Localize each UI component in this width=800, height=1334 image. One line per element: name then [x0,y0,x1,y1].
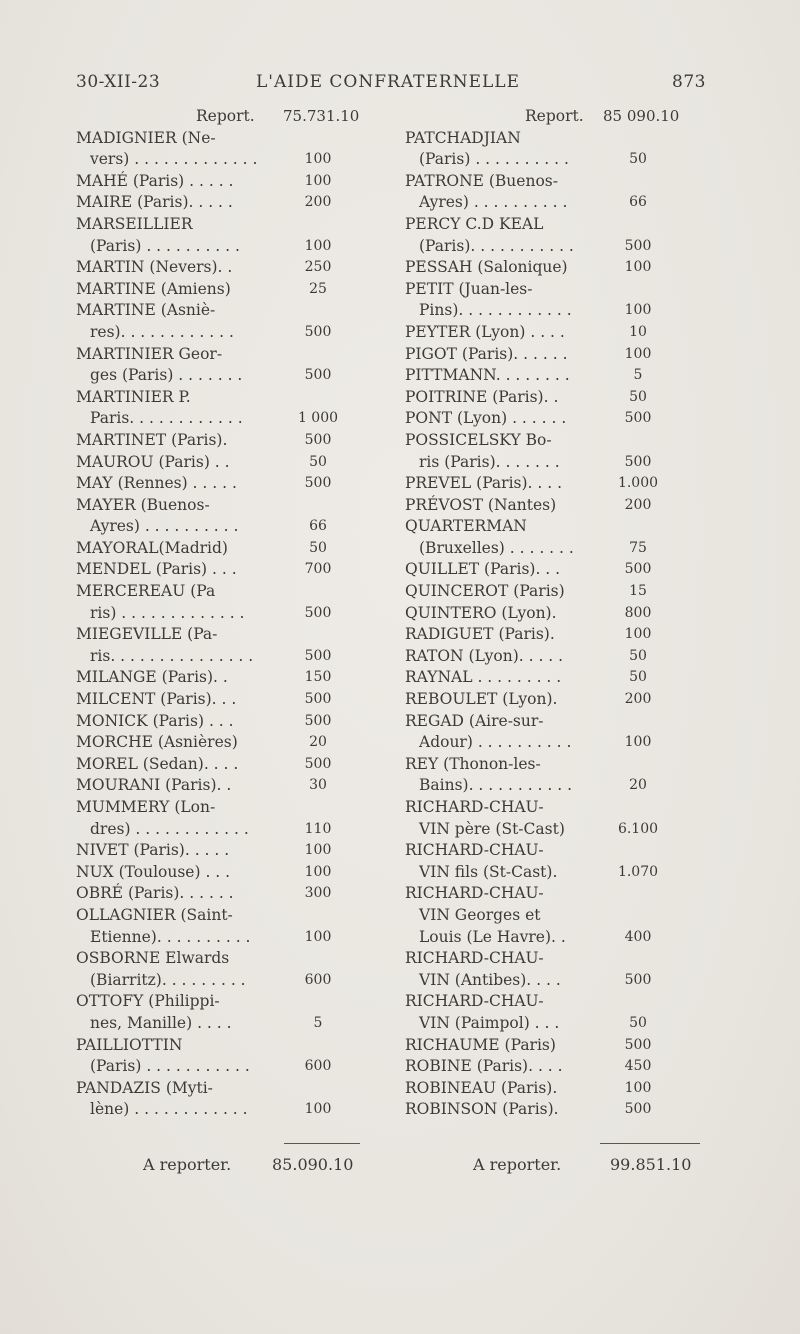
subscription-amount: 500 [624,1036,652,1053]
subscription-row [405,905,715,927]
subscriber-name: MARTIN (Nevers). . [76,258,233,277]
subscription-row [405,797,715,819]
subscription-amount: 1.070 [617,863,659,880]
subscriber-name: (Paris) . . . . . . . . . . [90,236,240,255]
subscriber-name: OBRÉ (Paris). . . . . . [76,884,234,903]
subscription-row [405,754,715,776]
subscription-amount: 100 [624,734,652,751]
subscription-row [76,603,376,625]
page-header [76,72,706,96]
subscription-row [405,646,715,668]
subscriber-name: PEYTER (Lyon) . . . . [405,322,565,341]
subscriber-name: Bains). . . . . . . . . . . [419,776,573,795]
subscriber-name: ges (Paris) . . . . . . . [90,366,243,385]
subscription-row [405,171,715,193]
subscription-amount: 700 [304,561,332,578]
subscription-row [76,689,376,711]
subscription-row [76,646,376,668]
subscription-amount: 50 [629,669,647,686]
subscription-amount: 100 [624,626,652,643]
subscription-amount: 1 000 [297,410,339,427]
subscription-row [405,192,715,214]
subscription-row [405,538,715,560]
subscription-amount: 500 [304,475,332,492]
subscription-row [405,1056,715,1078]
subscription-amount: 500 [304,604,332,621]
subscriber-name: MAYORAL(Madrid) [76,538,228,557]
subscription-row [405,128,715,150]
subscription-amount: 50 [629,647,647,664]
subscriber-name: PREVEL (Paris). . . . [405,474,563,493]
subscription-row [405,408,715,430]
subscriber-name: QUARTERMAN [405,517,527,536]
subscription-row [76,452,376,474]
subscription-amount: 100 [624,259,652,276]
subscription-amount: 200 [304,194,332,211]
subscriber-name: lène) . . . . . . . . . . . . [90,1100,248,1119]
subscription-amount: 500 [624,1101,652,1118]
subscriber-name: MARTINE (Asniè- [76,301,216,320]
subscription-amount: 20 [309,734,327,751]
subscriber-name: PONT (Lyon) . . . . . . [405,409,567,428]
subscriber-name: RICHARD-CHAU- [405,992,544,1011]
subscription-amount: 50 [309,453,327,470]
subscription-amount: 800 [624,604,652,621]
subscriber-name: RICHARD-CHAU- [405,949,544,968]
subscription-amount: 110 [304,820,332,837]
subscription-row [76,149,376,171]
subscription-amount: 250 [304,259,332,276]
subscription-row [405,516,715,538]
subscription-row [76,538,376,560]
subscriber-name: MADIGNIER (Ne- [76,128,216,147]
subscription-amount: 450 [624,1058,652,1075]
subscriber-name: OLLAGNIER (Saint- [76,905,233,924]
subscriber-name: RAYNAL . . . . . . . . . [405,668,562,687]
subscription-row [405,581,715,603]
subscription-row [76,775,376,797]
subscription-amount: 100 [304,172,332,189]
subscriber-name: nes, Manille) . . . . [90,1013,232,1032]
report-label: Report. [525,107,584,125]
subscriber-name: MARTINIER Geor- [76,344,223,363]
subscription-amount: 500 [304,755,332,772]
subscriber-name: res). . . . . . . . . . . . [90,322,234,341]
subscription-amount: 400 [624,928,652,945]
subscriber-name: PATRONE (Buenos- [405,171,558,190]
subscriber-name: MORCHE (Asnières) [76,733,238,752]
subscription-row [76,322,376,344]
subscription-row [76,819,376,841]
subscription-row [76,408,376,430]
subscription-row [76,128,376,150]
subscriber-name: PESSAH (Salonique) [405,258,568,277]
subscriber-name: MENDEL (Paris) . . . [76,560,237,579]
subscription-row [76,862,376,884]
subscription-row [405,365,715,387]
subscription-amount: 300 [304,885,332,902]
subscription-row [76,1099,376,1121]
subscription-row [405,603,715,625]
subscription-row [405,300,715,322]
subscription-row [405,970,715,992]
subscriber-name: MOURANI (Paris). . [76,776,232,795]
right-carry-total: 99.851.10 [610,1155,692,1174]
subscription-amount: 1.000 [617,475,659,492]
subscriber-name: MERCEREAU (Pa [76,582,216,601]
subscription-amount: 50 [629,151,647,168]
subscription-amount: 6.100 [617,820,659,837]
subscriber-name: MAYER (Buenos- [76,495,210,514]
subscriber-name: RICHARD-CHAU- [405,841,544,860]
subscription-row [76,624,376,646]
right-column [405,106,715,1121]
subscription-amount: 100 [624,1079,652,1096]
subscriber-name: (Paris). . . . . . . . . . . [419,236,574,255]
subscription-amount: 20 [629,777,647,794]
subscription-row [405,689,715,711]
subscriber-name: VIN (Paimpol) . . . [419,1013,560,1032]
subscription-row [76,754,376,776]
subscription-row [76,236,376,258]
subscription-row [405,1078,715,1100]
subscription-amount: 25 [309,280,327,297]
subscription-amount: 75 [629,539,647,556]
subscriber-name: PETIT (Juan-les- [405,279,533,298]
subscription-row [405,279,715,301]
subscription-row [405,819,715,841]
subscription-row [76,905,376,927]
subscription-row [76,1035,376,1057]
subscription-row [76,495,376,517]
header-title: L'AIDE CONFRATERNELLE [256,72,520,92]
subscription-amount: 500 [624,410,652,427]
report-row [76,106,376,128]
subscription-amount: 500 [304,323,332,340]
subscription-amount: 500 [624,561,652,578]
subscriber-name: PAILLIOTTIN [76,1035,183,1054]
subscription-row [405,1013,715,1035]
subscriber-name: (Paris) . . . . . . . . . . . [90,1057,250,1076]
subscription-amount: 66 [309,518,327,535]
subscriber-name: VIN Georges et [419,905,541,924]
subscription-row [405,840,715,862]
subscriber-name: ROBINE (Paris). . . . [405,1057,563,1076]
subscriber-name: Ayres) . . . . . . . . . . [90,517,239,536]
subscription-amount: 30 [309,777,327,794]
subscriber-name: REBOULET (Lyon). [405,690,558,709]
subscription-amount: 100 [304,1101,332,1118]
subscriber-name: VIN (Antibes). . . . [419,970,561,989]
subscription-row [405,732,715,754]
subscription-row [405,344,715,366]
subscription-row [76,1013,376,1035]
subscriber-name: MIEGEVILLE (Pa- [76,625,218,644]
subscriber-name: REY (Thonon-les- [405,754,541,773]
subscriber-name: Pins). . . . . . . . . . . . [419,301,572,320]
subscription-amount: 100 [304,842,332,859]
report-label: Report. [196,107,255,125]
report-row [405,106,715,128]
subscription-amount: 100 [304,151,332,168]
report-amount: 75.731.10 [283,107,360,125]
subscription-amount: 50 [309,539,327,556]
subscription-row [76,581,376,603]
subscription-amount: 500 [304,647,332,664]
subscription-amount: 500 [624,453,652,470]
subscriber-name: Louis (Le Havre). . [419,927,566,946]
subscriber-name: MARSEILLIER [76,214,193,233]
subscription-amount: 500 [304,712,332,729]
subscription-amount: 100 [624,302,652,319]
subscriber-name: (Bruxelles) . . . . . . . [419,538,574,557]
subscription-row [405,1099,715,1121]
subscriber-name: Ayres) . . . . . . . . . . [419,193,568,212]
subscription-amount: 500 [304,431,332,448]
subscriber-name: QUINTERO (Lyon). [405,603,557,622]
subscription-row [405,711,715,733]
subscription-row [76,192,376,214]
subscription-amount: 500 [304,367,332,384]
subscription-row [405,667,715,689]
subscription-amount: 100 [624,345,652,362]
subscription-row [405,948,715,970]
left-column [76,106,376,1121]
subscription-row [405,473,715,495]
subscription-amount: 10 [629,323,647,340]
subscriber-name: POSSICELSKY Bo- [405,430,552,449]
subscription-amount: 100 [304,863,332,880]
subscriber-name: PIGOT (Paris). . . . . . [405,344,568,363]
subscription-row [405,559,715,581]
subscription-row [76,365,376,387]
subscription-row [405,387,715,409]
subscriber-name: dres) . . . . . . . . . . . . [90,819,249,838]
subscription-row [405,236,715,258]
subscription-row [76,732,376,754]
subscriber-name: ris. . . . . . . . . . . . . . . [90,646,254,665]
right-carry-label: A reporter. [473,1155,562,1174]
subscriber-name: MAY (Rennes) . . . . . [76,474,237,493]
subscriber-name: QUINCEROT (Paris) [405,582,565,601]
subscriber-name: Adour) . . . . . . . . . . [419,733,572,752]
subscription-row [405,430,715,452]
subscriber-name: Paris. . . . . . . . . . . . [90,409,243,428]
subscriber-name: Etienne). . . . . . . . . . [90,927,251,946]
subscriber-name: MARTINIER P. [76,387,191,406]
subscription-amount: 600 [304,1058,332,1075]
subscription-row [405,624,715,646]
subscriber-name: (Paris) . . . . . . . . . . [419,150,569,169]
subscriber-name: PRÉVOST (Nantes) [405,495,557,514]
subscription-amount: 600 [304,971,332,988]
subscription-row [405,991,715,1013]
subscription-row [405,214,715,236]
subscriber-name: ROBINEAU (Paris). [405,1078,558,1097]
subscriber-name: RICHAUME (Paris) [405,1035,556,1054]
subscriber-name: RADIGUET (Paris). [405,625,555,644]
subscription-amount: 5 [313,1014,323,1031]
header-date: 30-XII-23 [76,72,161,92]
left-carry-total: 85.090.10 [272,1155,354,1174]
subscriber-name: MILANGE (Paris). . [76,668,228,687]
subscription-row [76,1078,376,1100]
subscription-amount: 200 [624,496,652,513]
subscription-row [405,927,715,949]
subscriber-name: PITTMANN. . . . . . . . [405,366,570,385]
subscriber-name: RICHARD-CHAU- [405,884,544,903]
left-carry-label: A reporter. [143,1155,232,1174]
subscription-amount: 150 [304,669,332,686]
subscription-row [76,970,376,992]
subscription-row [76,1056,376,1078]
subscription-row [76,473,376,495]
subscriber-name: ris (Paris). . . . . . . [419,452,560,471]
report-amount: 85 090.10 [603,107,680,125]
subscriber-name: MOREL (Sedan). . . . [76,754,239,773]
subscriber-name: MARTINE (Amiens) [76,279,231,298]
subscription-amount: 500 [624,971,652,988]
right-total-rule [600,1143,700,1144]
subscriber-name: RATON (Lyon). . . . . [405,646,564,665]
subscription-row [405,883,715,905]
subscriber-name: VIN père (St-Cast) [419,819,565,838]
subscription-row [76,797,376,819]
subscription-amount: 5 [633,367,643,384]
subscription-row [76,667,376,689]
subscription-row [405,775,715,797]
subscriber-name: ROBINSON (Paris). [405,1100,559,1119]
subscriber-name: REGAD (Aire-sur- [405,711,544,730]
subscription-row [405,257,715,279]
subscription-row [76,991,376,1013]
subscription-row [76,171,376,193]
subscriber-name: MUMMERY (Lon- [76,798,216,816]
subscriber-name: NIVET (Paris). . . . . [76,841,230,860]
subscription-row [76,711,376,733]
subscription-row [76,559,376,581]
subscriber-name: MAUROU (Paris) . . [76,452,230,471]
subscription-row [76,948,376,970]
subscription-amount: 66 [629,194,647,211]
subscription-amount: 500 [624,237,652,254]
subscriber-name: PATCHADJIAN [405,128,521,147]
subscriber-name: PERCY C.D KEAL [405,214,544,233]
subscription-row [405,495,715,517]
subscription-row [76,257,376,279]
subscription-row [76,214,376,236]
subscriber-name: MAIRE (Paris). . . . . [76,193,233,212]
subscription-row [76,430,376,452]
subscription-row [76,300,376,322]
subscriber-name: vers) . . . . . . . . . . . . . [90,150,258,169]
subscription-row [76,344,376,366]
subscription-amount: 100 [304,237,332,254]
subscription-amount: 50 [629,388,647,405]
subscription-amount: 500 [304,691,332,708]
subscription-row [405,1035,715,1057]
subscription-row [76,927,376,949]
subscriber-name: VIN fils (St-Cast). [419,862,558,881]
subscriber-name: QUILLET (Paris). . . [405,560,561,579]
subscription-row [76,279,376,301]
page-number: 873 [672,72,706,92]
subscription-row [76,387,376,409]
subscription-row [76,883,376,905]
subscriber-name: PANDAZIS (Myti- [76,1078,213,1097]
subscriber-name: ris) . . . . . . . . . . . . . [90,603,245,622]
subscription-row [76,840,376,862]
subscriber-name: MILCENT (Paris). . . [76,690,237,709]
subscription-amount: 200 [624,691,652,708]
subscription-row [405,452,715,474]
subscription-row [405,322,715,344]
subscriber-name: POITRINE (Paris). . [405,387,559,406]
subscriber-name: MONICK (Paris) . . . [76,711,234,730]
subscriber-name: (Biarritz). . . . . . . . . [90,970,246,989]
subscription-row [405,862,715,884]
left-total-rule [284,1143,360,1144]
subscriber-name: NUX (Toulouse) . . . [76,862,231,881]
subscriber-name: OSBORNE Elwards [76,949,230,968]
subscriber-name: OTTOFY (Philippi- [76,992,220,1011]
subscription-amount: 50 [629,1014,647,1031]
subscription-amount: 100 [304,928,332,945]
subscriber-name: MAHÉ (Paris) . . . . . [76,171,234,190]
subscription-amount: 15 [629,583,647,600]
subscriber-name: MARTINET (Paris). [76,430,228,449]
subscriber-name: RICHARD-CHAU- [405,798,544,816]
subscription-row [76,516,376,538]
subscription-row [405,149,715,171]
